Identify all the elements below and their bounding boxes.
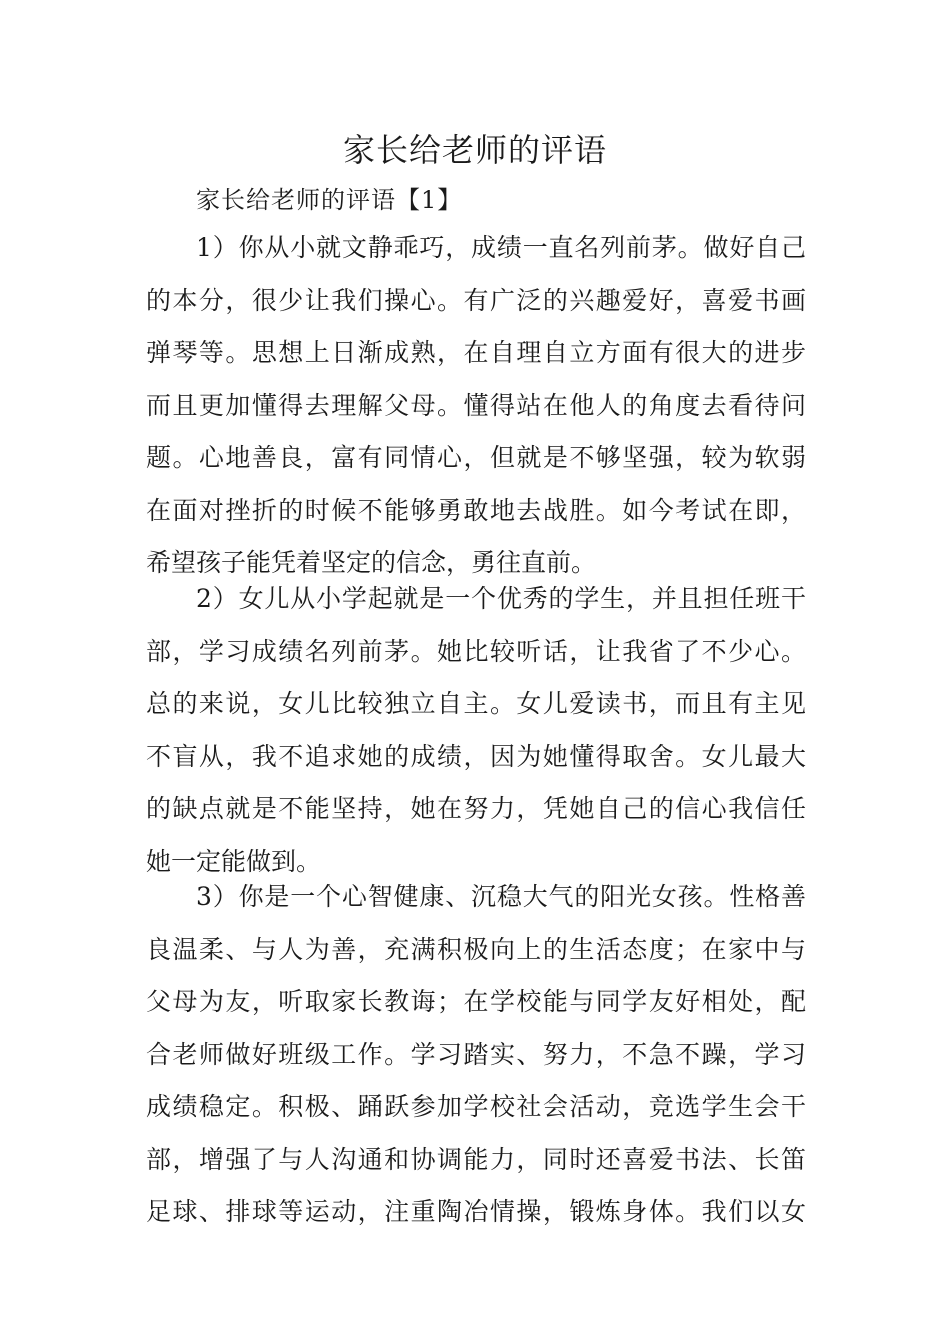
paragraph-line: 足球、排球等运动，注重陶冶情操，锻炼身体。我们以女 — [146, 1197, 806, 1226]
paragraph-line: 总的来说，女儿比较独立自主。女儿爱读书，而且有主见 — [146, 689, 806, 718]
paragraph-line: 希望孩子能凭着坚定的信念，勇往直前。 — [146, 548, 597, 577]
paragraph-line: 不盲从，我不追求她的成绩，因为她懂得取舍。女儿最大 — [146, 741, 806, 771]
paragraph-line: 3）你是一个心智健康、沉稳大气的阳光女孩。性格善 — [196, 882, 806, 911]
paragraph-line: 2）女儿从小学起就是一个优秀的学生，并且担任班干 — [196, 584, 806, 613]
paragraph-line: 的缺点就是不能坚持，她在努力，凭她自己的信心我信任 — [146, 794, 806, 823]
paragraph-1 — [146, 222, 806, 590]
section-heading: 家长给老师的评语【1】 — [196, 186, 463, 214]
paragraph-line: 父母为友，听取家长教诲；在学校能与同学友好相处，配 — [146, 987, 806, 1016]
paragraph-line: 题。心地善良，富有同情心，但就是不够坚强，较为软弱 — [146, 443, 806, 472]
paragraph-line: 部，学习成绩名列前茅。她比较听话，让我省了不少心。 — [146, 636, 806, 666]
paragraph-line: 而且更加懂得去理解父母。懂得站在他人的角度去看待问 — [146, 390, 806, 420]
paragraph-line: 成绩稳定。积极、踊跃参加学校社会活动，竞选学生会干 — [146, 1092, 806, 1121]
paragraph-line: 的本分，很少让我们操心。有广泛的兴趣爱好，喜爱书画 — [146, 285, 806, 315]
paragraph-line: 她一定能做到。 — [146, 846, 322, 876]
paragraph-line: 合老师做好班级工作。学习踏实、努力，不急不躁，学习 — [146, 1039, 806, 1069]
paragraph-2 — [146, 573, 806, 888]
paragraph-line: 在面对挫折的时候不能够勇敢地去战胜。如今考试在即， — [146, 495, 806, 525]
paragraph-line: 弹琴等。思想上日渐成熟，在自理自立方面有很大的进步 — [146, 338, 806, 367]
paragraph-line: 良温柔、与人为善，充满积极向上的生活态度；在家中与 — [146, 934, 806, 964]
paragraph-line: 1）你从小就文静乖巧，成绩一直名列前茅。做好自己 — [196, 233, 806, 262]
paragraph-3 — [146, 871, 806, 1239]
document-title: 家长给老师的评语 — [342, 131, 607, 169]
paragraph-line: 部，增强了与人沟通和协调能力，同时还喜爱书法、长笛 — [146, 1144, 806, 1174]
